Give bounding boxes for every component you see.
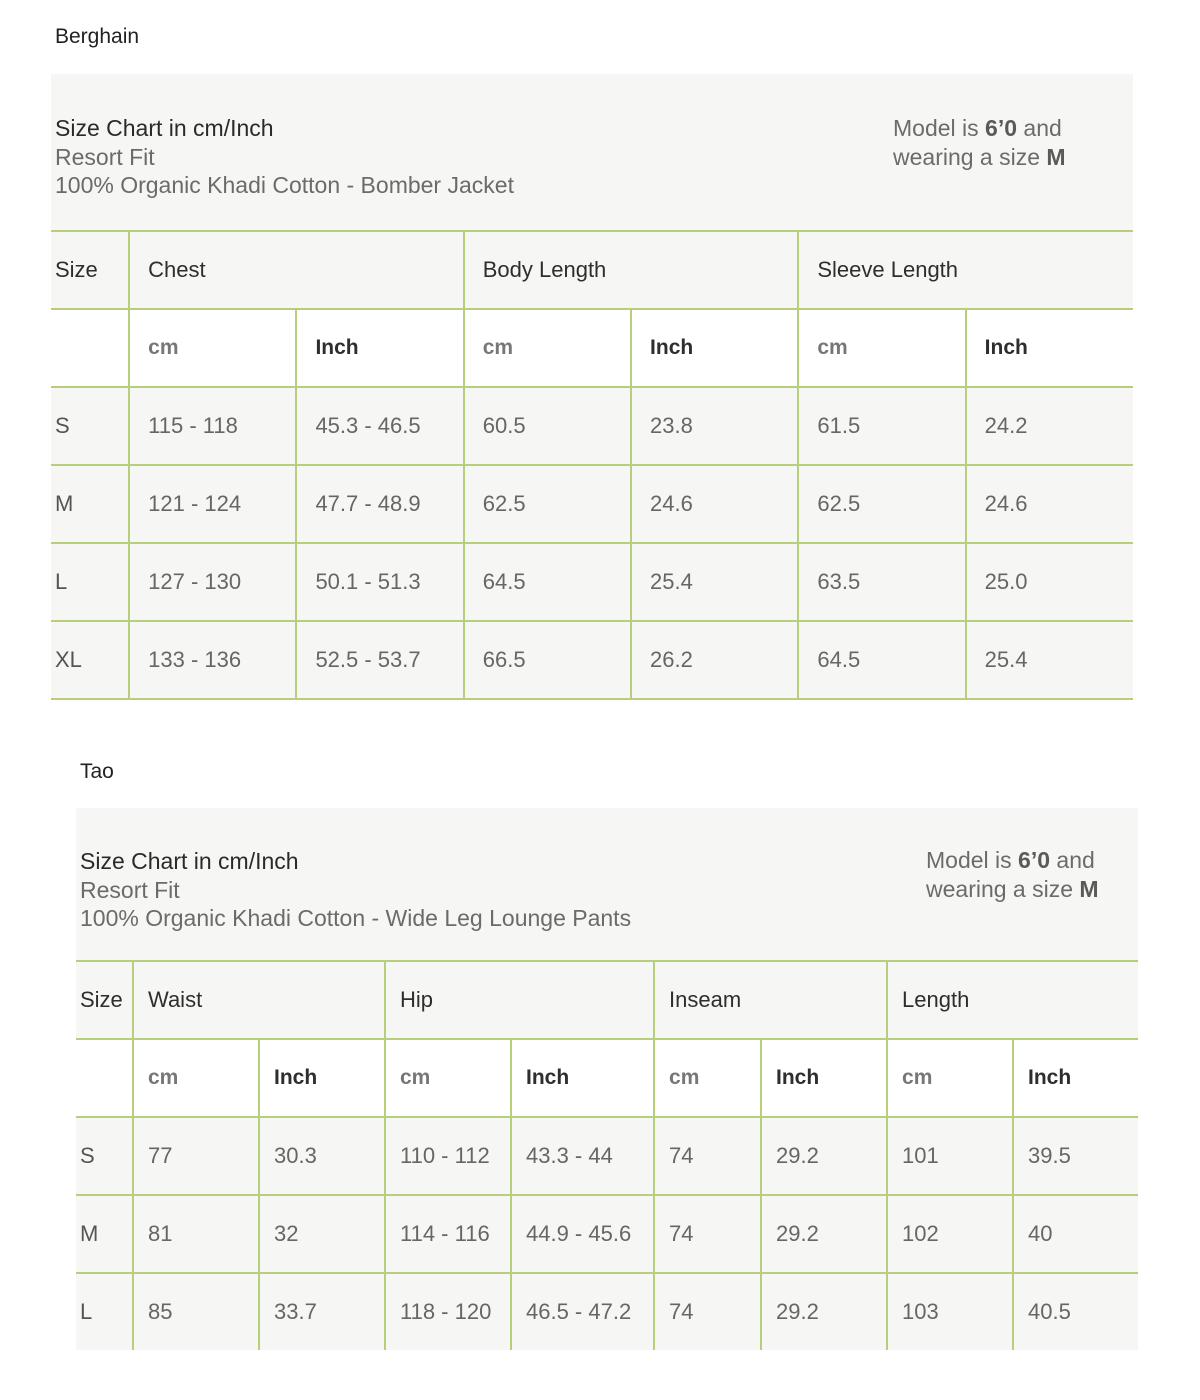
size-table: [51, 230, 1133, 700]
table-row: [51, 543, 1133, 621]
group-header-row: [76, 961, 1138, 1039]
unit-header: cm: [798, 309, 965, 387]
value-cell: 74: [654, 1273, 761, 1350]
value-cell: 25.4: [966, 621, 1133, 699]
table-row: [76, 1195, 1138, 1273]
value-cell: 29.2: [761, 1273, 887, 1350]
model-mid: and: [1056, 847, 1095, 873]
size-header: Size: [51, 231, 129, 309]
model-prefix: Model is: [893, 115, 979, 141]
group-header-row: [51, 231, 1133, 309]
model-prefix: Model is: [926, 847, 1012, 873]
chart-title: Size Chart in cm/Inch: [55, 115, 274, 141]
value-cell: 64.5: [464, 543, 631, 621]
chart-title: Size Chart in cm/Inch: [80, 848, 299, 874]
unit-header: Inch: [631, 309, 798, 387]
value-cell: 118 - 120: [385, 1273, 511, 1350]
material-label: 100% Organic Khadi Cotton - Bomber Jacket: [55, 172, 514, 198]
value-cell: 24.6: [966, 465, 1133, 543]
size-chart-tao: [76, 808, 1138, 1350]
value-cell: 45.3 - 46.5: [296, 387, 463, 465]
table-row: [51, 465, 1133, 543]
unit-header: cm: [129, 309, 296, 387]
model-line2: wearing a size: [926, 875, 1074, 902]
size-cell: L: [76, 1273, 133, 1350]
unit-header: Inch: [966, 309, 1133, 387]
value-cell: 121 - 124: [129, 465, 296, 543]
value-cell: 29.2: [761, 1195, 887, 1273]
value-cell: 85: [133, 1273, 259, 1350]
unit-header: Inch: [511, 1039, 654, 1117]
model-info: [893, 114, 1066, 171]
size-header: Size: [76, 961, 133, 1039]
value-cell: 115 - 118: [129, 387, 296, 465]
chart-info: [80, 847, 631, 933]
unit-header: Inch: [761, 1039, 887, 1117]
value-cell: 60.5: [464, 387, 631, 465]
unit-header-row: [51, 309, 1133, 387]
value-cell: 110 - 112: [385, 1117, 511, 1195]
value-cell: 32: [259, 1195, 385, 1273]
value-cell: 29.2: [761, 1117, 887, 1195]
size-cell: S: [76, 1117, 133, 1195]
unit-header-row: [76, 1039, 1138, 1117]
model-line2: wearing a size: [893, 143, 1041, 170]
table-row: [76, 1117, 1138, 1195]
product-name-tao: Tao: [80, 760, 114, 783]
value-cell: 25.4: [631, 543, 798, 621]
value-cell: 52.5 - 53.7: [296, 621, 463, 699]
product-name-berghain: Berghain: [55, 25, 140, 48]
value-cell: 25.0: [966, 543, 1133, 621]
value-cell: 62.5: [798, 465, 965, 543]
unit-header: Inch: [1013, 1039, 1138, 1117]
value-cell: 26.2: [631, 621, 798, 699]
unit-header: cm: [133, 1039, 259, 1117]
group-header: Inseam: [654, 961, 887, 1039]
model-mid: and: [1023, 115, 1062, 141]
value-cell: 133 - 136: [129, 621, 296, 699]
fit-label: Resort Fit: [80, 876, 180, 903]
size-table: [76, 960, 1138, 1350]
value-cell: 101: [887, 1117, 1013, 1195]
value-cell: 102: [887, 1195, 1013, 1273]
value-cell: 74: [654, 1195, 761, 1273]
table-row: [51, 387, 1133, 465]
model-height: 6’0: [1018, 847, 1051, 873]
group-header: Length: [887, 961, 1138, 1039]
unit-header: cm: [385, 1039, 511, 1117]
chart-header: [76, 808, 1138, 960]
chart-info: [55, 114, 514, 200]
unit-header: Inch: [259, 1039, 385, 1117]
model-size: M: [1046, 143, 1066, 170]
chart-header: [51, 74, 1133, 230]
size-cell: M: [76, 1195, 133, 1273]
empty-cell: [76, 1039, 133, 1117]
value-cell: 46.5 - 47.2: [511, 1273, 654, 1350]
value-cell: 39.5: [1013, 1117, 1138, 1195]
value-cell: 40: [1013, 1195, 1138, 1273]
value-cell: 40.5: [1013, 1273, 1138, 1350]
value-cell: 77: [133, 1117, 259, 1195]
group-header: Hip: [385, 961, 654, 1039]
value-cell: 74: [654, 1117, 761, 1195]
value-cell: 23.8: [631, 387, 798, 465]
value-cell: 30.3: [259, 1117, 385, 1195]
value-cell: 114 - 116: [385, 1195, 511, 1273]
value-cell: 62.5: [464, 465, 631, 543]
size-cell: XL: [51, 621, 129, 699]
value-cell: 24.6: [631, 465, 798, 543]
group-header: Waist: [133, 961, 385, 1039]
value-cell: 43.3 - 44: [511, 1117, 654, 1195]
unit-header: cm: [887, 1039, 1013, 1117]
value-cell: 50.1 - 51.3: [296, 543, 463, 621]
size-cell: L: [51, 543, 129, 621]
model-size: M: [1079, 875, 1099, 902]
model-info: [926, 846, 1099, 903]
value-cell: 127 - 130: [129, 543, 296, 621]
model-height: 6’0: [985, 115, 1018, 141]
unit-header: Inch: [296, 309, 463, 387]
size-cell: M: [51, 465, 129, 543]
size-chart-berghain: [51, 74, 1133, 700]
value-cell: 33.7: [259, 1273, 385, 1350]
group-header: Body Length: [464, 231, 799, 309]
table-row: [51, 621, 1133, 699]
size-cell: S: [51, 387, 129, 465]
value-cell: 47.7 - 48.9: [296, 465, 463, 543]
value-cell: 24.2: [966, 387, 1133, 465]
group-header: Sleeve Length: [798, 231, 1133, 309]
group-header: Chest: [129, 231, 464, 309]
value-cell: 44.9 - 45.6: [511, 1195, 654, 1273]
material-label: 100% Organic Khadi Cotton - Wide Leg Lounge Pants: [80, 905, 632, 931]
fit-label: Resort Fit: [55, 143, 155, 170]
unit-header: cm: [654, 1039, 761, 1117]
unit-header: cm: [464, 309, 631, 387]
value-cell: 66.5: [464, 621, 631, 699]
value-cell: 103: [887, 1273, 1013, 1350]
empty-cell: [51, 309, 129, 387]
table-row: [76, 1273, 1138, 1350]
value-cell: 64.5: [798, 621, 965, 699]
value-cell: 81: [133, 1195, 259, 1273]
value-cell: 63.5: [798, 543, 965, 621]
value-cell: 61.5: [798, 387, 965, 465]
